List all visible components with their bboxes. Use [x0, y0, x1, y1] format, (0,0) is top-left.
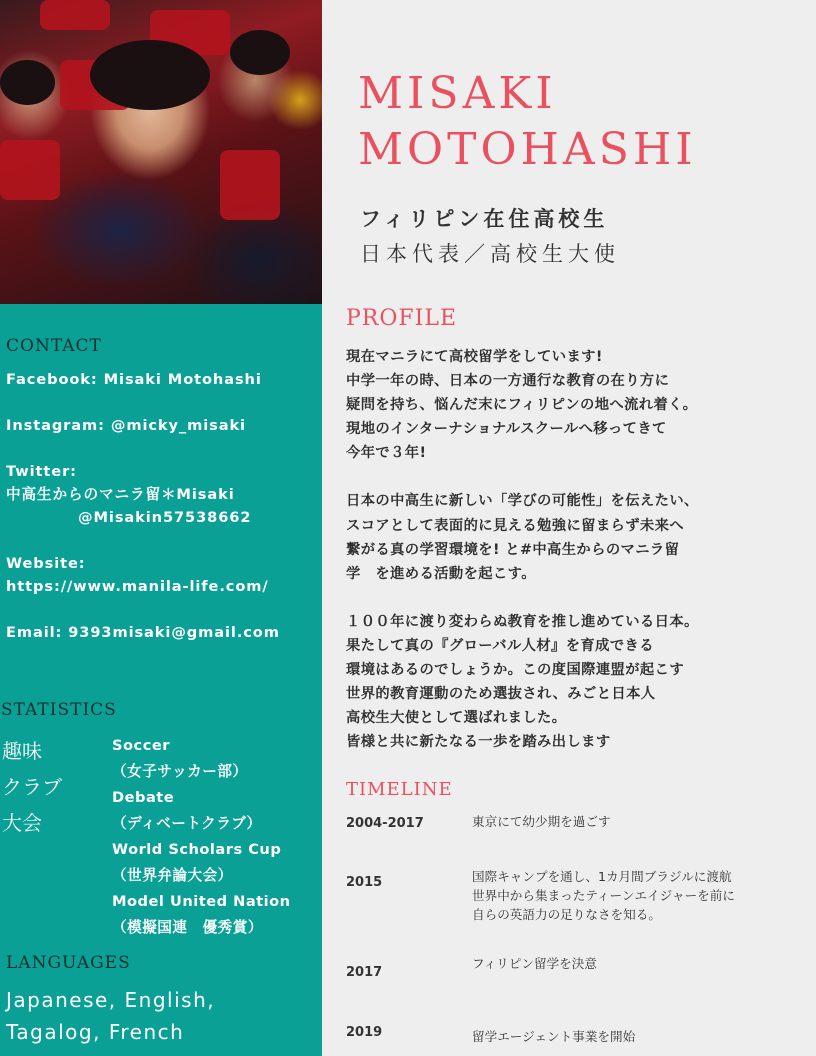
profile-photo	[0, 0, 322, 304]
contact-heading: CONTACT	[6, 336, 102, 356]
stat-category: 趣味	[2, 739, 42, 763]
stat-item: （ディベートクラブ）	[112, 815, 262, 832]
profile-body	[346, 345, 811, 778]
website-link[interactable]: https://www.manila-life.com/	[6, 578, 269, 595]
website-label: Website:	[6, 555, 86, 572]
main-content	[322, 0, 816, 1056]
name-heading	[358, 66, 697, 178]
stat-item: Debate	[112, 789, 175, 806]
timeline-text: 国際キャンプを通し、1カ月間ブラジルに渡航 世界中から集まったティーンエイジャーを前に 自らの英語力の足りなさを知る。	[472, 869, 735, 922]
twitter-label: Twitter:	[6, 463, 77, 480]
twitter-name[interactable]: 中高生からのマニラ留＊Misaki	[6, 486, 235, 503]
stat-item: Model United Nation	[112, 893, 291, 910]
profile-paragraph: 現在マニラにて高校留学をしています! 中学一年の時、日本の一方通行な教育の在り方に 疑問を持ち、悩んだ末にフィリピンの地へ流れ着く。 現地のインターナショナルスクールへ移ってきて 今年で３年!	[346, 349, 698, 462]
statistics-items	[112, 733, 291, 941]
timeline-year: 2017	[346, 965, 383, 980]
email-link[interactable]: Email: 9393misaki@gmail.com	[6, 624, 280, 641]
timeline-year: 2004-2017	[346, 816, 424, 831]
subtitle-role: フィリピン在住高校生	[360, 207, 609, 231]
timeline-text: フィリピン留学を決意	[472, 956, 597, 971]
stat-item: World Scholars Cup	[112, 841, 282, 858]
timeline-year: 2015	[346, 875, 383, 890]
name-line: MISAKI	[358, 68, 557, 119]
timeline-year: 2019	[346, 1025, 383, 1040]
stat-item: （模擬国連 優秀賞）	[112, 919, 263, 936]
twitter-handle[interactable]: @Misakin57538662	[78, 509, 252, 526]
languages-line: Japanese, English,	[6, 988, 216, 1012]
profile-paragraph: １００年に渡り変わらぬ教育を推し進めている日本。 果たして真の『グローバル人材』を育成できる 環境はあるのでしょうか。この度国際連盟が起こす 世界的教育運動のため選抜され、みごと日本人 高校生大使として選ばれました。 皆様と共に新たなる一歩を踏み出します	[346, 613, 699, 751]
stat-item: （女子サッカー部）	[112, 763, 248, 780]
languages-line: Tagalog, French	[6, 1020, 185, 1044]
facebook-link[interactable]: Facebook: Misaki Motohashi	[6, 371, 262, 388]
subtitle-title: 日本代表／高校生大使	[360, 242, 620, 266]
stat-item: （世界弁論大会）	[112, 867, 233, 884]
timeline-text: 東京にて幼少期を過ごす	[472, 814, 611, 829]
timeline-heading: TIMELINE	[346, 779, 453, 800]
stat-category: 大会	[2, 811, 42, 835]
profile-paragraph: 日本の中高生に新しい「学びの可能性」を伝えたい、 スコアとして表面的に見える勉強に留まらず未来へ 繋がる真の学習環境を! と#中高生からのマニラ留 学 を進める活動を起こす。	[346, 493, 699, 582]
stat-item: Soccer	[112, 737, 170, 754]
timeline-text: 留学エージェント事業を開始	[472, 1029, 636, 1044]
contact-list	[6, 368, 280, 644]
instagram-link[interactable]: Instagram: @micky_misaki	[6, 417, 246, 434]
languages-heading: LANGUAGES	[6, 953, 131, 973]
stat-category: クラブ	[2, 775, 62, 799]
name-line: MOTOHASHI	[358, 124, 697, 175]
statistics-categories	[2, 733, 62, 841]
statistics-heading: STATISTICS	[1, 700, 117, 720]
profile-heading: PROFILE	[346, 306, 458, 331]
languages-list	[6, 984, 215, 1048]
